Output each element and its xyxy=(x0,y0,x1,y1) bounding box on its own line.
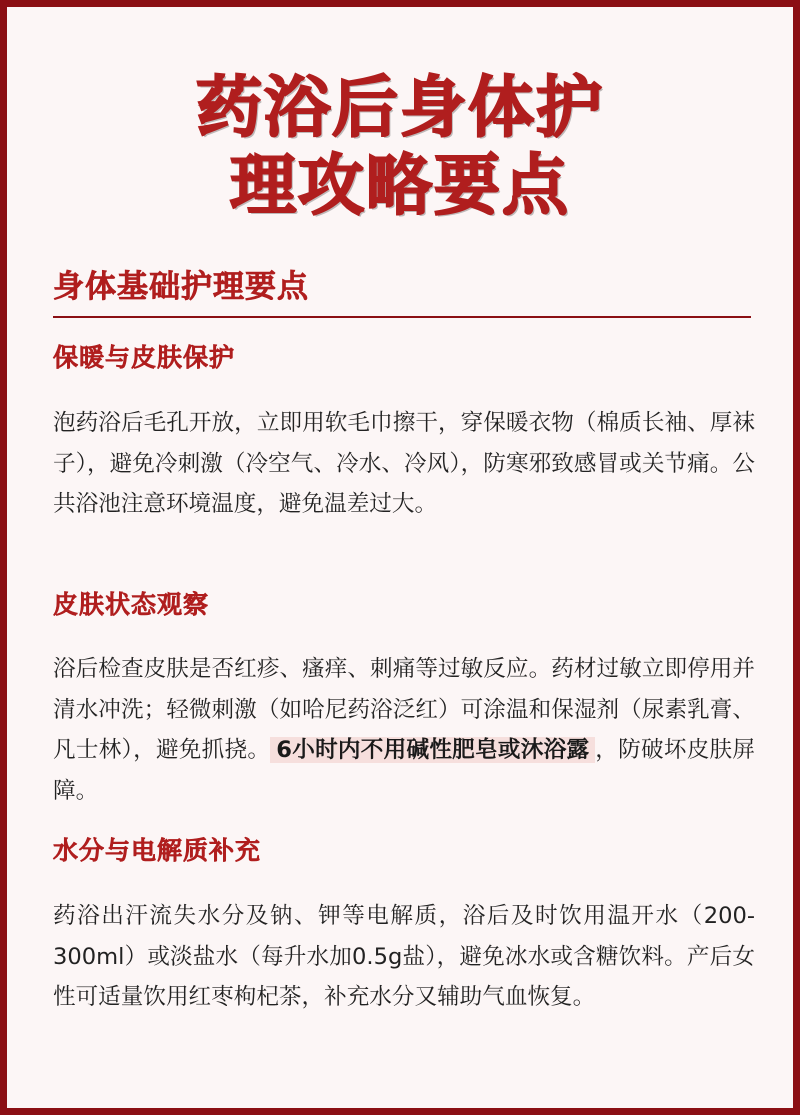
paragraph-skin xyxy=(53,649,755,811)
paragraph-skin-text: 浴后检查皮肤是否红疹、瘙痒、刺痛等过敏反应。药材过敏立即停用并清水冲洗；轻微刺激（如哈尼药浴泛红）可涂温和保湿剂（尿素乳膏、凡士林），避免抓挠。 xyxy=(53,656,755,763)
page-title-line-1: 药浴后身体护 xyxy=(196,69,604,146)
subsection-heading-hydration: 水分与电解质补充 xyxy=(53,836,262,865)
paragraph-hydration: 药浴出汗流失水分及钠、钾等电解质，浴后及时饮用温开水（200-300ml）或淡盐水（每升水加0.5g盐），避免冰水或含糖饮料。产后女性可适量饮用红枣枸杞茶，补充水分又辅助气血恢复。 xyxy=(53,903,755,1010)
paragraph-warmth: 泡药浴后毛孔开放，立即用软毛巾擦干，穿保暖衣物（棉质长袖、厚袜子），避免冷刺激（冷空气、冷水、冷风），防寒邪致感冒或关节痛。公共浴池注意环境温度，避免温差过大。 xyxy=(53,410,755,517)
paragraph-skin-text-end: ，防破坏皮肤屏障。 xyxy=(53,737,756,804)
page-title-line-2: 理攻略要点 xyxy=(230,147,570,224)
subsection-heading-skin: 皮肤状态观察 xyxy=(53,590,210,619)
highlighted-warning: 6小时内不用碱性肥皂或沐浴露 xyxy=(270,737,595,763)
section-divider xyxy=(53,316,751,318)
section-heading: 身体基础护理要点 xyxy=(53,269,309,305)
page-title xyxy=(7,69,793,225)
subsection-heading-warmth: 保暖与皮肤保护 xyxy=(53,343,236,372)
